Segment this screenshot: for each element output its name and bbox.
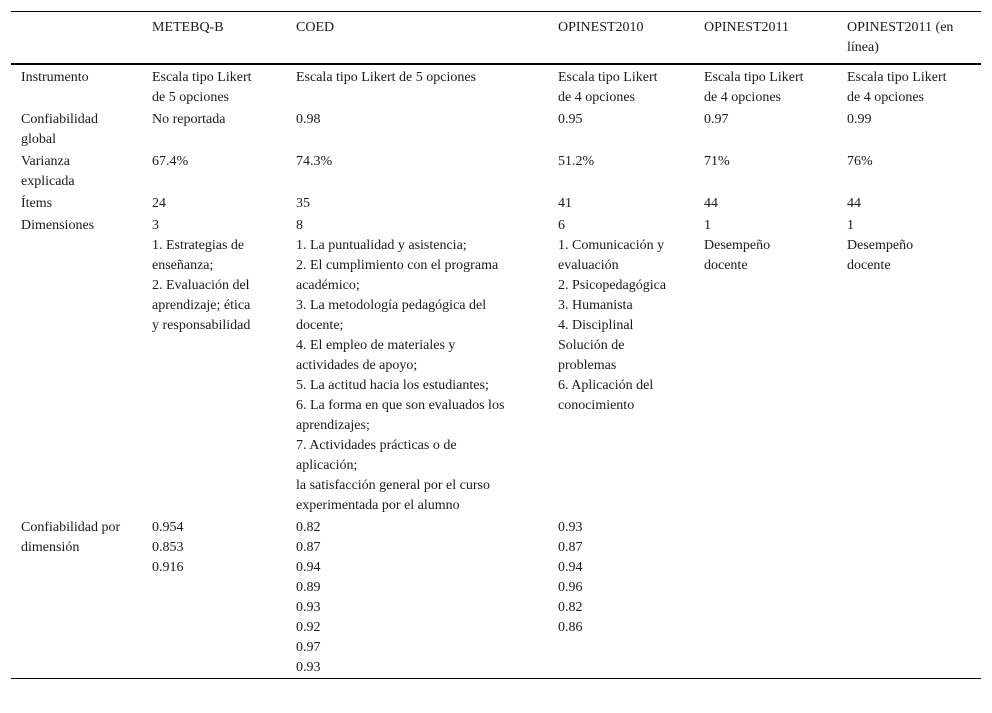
table-cell	[558, 108, 704, 150]
cell-text: 1 Desempeño docente	[847, 218, 914, 273]
table-row	[11, 516, 981, 679]
cell-text: 44	[847, 196, 861, 211]
cell-text: 8 1. La puntualidad y asistencia; 2. El cumplimiento con el programa académico; 3. La metodología pedagógica del docente; 4. El empleo de materiales y actividades de apoyo; 5. La actitud hacia los estudiantes; 6. La forma en que son evaluados los aprendizajes; 7. Actividades prácticas o de aplicación; la satisfacción general por el curso experimentada por el alumno	[296, 218, 505, 513]
table-cell	[847, 516, 981, 679]
cell-text: No reportada	[152, 112, 226, 127]
table-cell	[152, 108, 296, 150]
table-row	[11, 108, 981, 150]
row-label	[11, 516, 152, 679]
cell-text: Escala tipo Likert de 4 opciones	[704, 70, 804, 105]
table-cell	[847, 214, 981, 516]
instruments-comparison-table	[11, 11, 981, 679]
table-cell	[704, 64, 847, 108]
cell-text: 67.4%	[152, 154, 189, 169]
row-label	[11, 150, 152, 192]
row-label-text: Confiabilidad global	[21, 112, 98, 147]
cell-text: 0.95	[558, 112, 583, 127]
cell-text: 1 Desempeño docente	[704, 218, 771, 273]
table-cell	[847, 64, 981, 108]
table-cell	[152, 516, 296, 679]
row-label-text: Instrumento	[21, 70, 89, 85]
table-cell	[704, 192, 847, 214]
cell-text: 24	[152, 196, 166, 211]
header-cell-coed: COED	[296, 20, 335, 35]
table-cell	[847, 150, 981, 192]
table-header	[11, 12, 981, 65]
table-cell	[558, 516, 704, 679]
cell-text: 3 1. Estrategias de enseñanza; 2. Evaluación del aprendizaje; ética y responsabilidad	[152, 218, 251, 333]
cell-text: Escala tipo Likert de 5 opciones	[152, 70, 252, 105]
table-cell	[704, 214, 847, 516]
row-label	[11, 214, 152, 516]
cell-text: 74.3%	[296, 154, 333, 169]
table-cell	[704, 108, 847, 150]
table-cell	[296, 64, 558, 108]
table-cell	[847, 192, 981, 214]
cell-text: 0.954 0.853 0.916	[152, 520, 184, 575]
table-cell	[152, 214, 296, 516]
table-cell	[152, 192, 296, 214]
table-cell	[296, 214, 558, 516]
table-cell	[704, 516, 847, 679]
header-row	[11, 12, 981, 65]
row-label-text: Confiabilidad por dimensión	[21, 520, 121, 555]
row-label-text: Ítems	[21, 196, 53, 211]
table-cell	[296, 150, 558, 192]
cell-text: 76%	[847, 154, 873, 169]
table-body	[11, 64, 981, 679]
cell-text: 0.82 0.87 0.94 0.89 0.93 0.92 0.97 0.93	[296, 520, 321, 675]
comparison-table-container	[11, 11, 981, 679]
table-cell	[296, 108, 558, 150]
table-cell	[296, 192, 558, 214]
row-label	[11, 64, 152, 108]
cell-text: 6 1. Comunicación y evaluación 2. Psicopedagógica 3. Humanista 4. Disciplinal Solución de problemas 6. Aplicación del conocimiento	[558, 218, 667, 413]
table-row	[11, 150, 981, 192]
table-cell	[558, 214, 704, 516]
row-label	[11, 108, 152, 150]
table-row	[11, 192, 981, 214]
row-label-text: Dimensiones	[21, 218, 95, 233]
table-cell	[558, 64, 704, 108]
cell-text: 0.93 0.87 0.94 0.96 0.82 0.86	[558, 520, 583, 635]
table-cell	[296, 516, 558, 679]
table-cell	[847, 108, 981, 150]
cell-text: 41	[558, 196, 572, 211]
table-cell	[152, 64, 296, 108]
header-cell-label	[11, 12, 152, 65]
cell-text: Escala tipo Likert de 4 opciones	[847, 70, 947, 105]
cell-text: 0.98	[296, 112, 321, 127]
table-row	[11, 214, 981, 516]
table-cell	[704, 150, 847, 192]
header-cell-metebq-b: METEBQ-B	[152, 20, 224, 35]
cell-text: 0.99	[847, 112, 872, 127]
cell-text: 44	[704, 196, 718, 211]
header-cell-opinest2011-en-linea: OPINEST2011 (en línea)	[847, 20, 954, 55]
row-label	[11, 192, 152, 214]
table-cell	[558, 150, 704, 192]
cell-text: 51.2%	[558, 154, 595, 169]
cell-text: 0.97	[704, 112, 729, 127]
table-cell	[558, 192, 704, 214]
cell-text: Escala tipo Likert de 5 opciones	[296, 70, 476, 85]
table-row	[11, 64, 981, 108]
row-label-text: Varianza explicada	[21, 154, 75, 189]
cell-text: 71%	[704, 154, 730, 169]
cell-text: 35	[296, 196, 310, 211]
header-cell-opinest2011: OPINEST2011	[704, 20, 790, 35]
cell-text: Escala tipo Likert de 4 opciones	[558, 70, 658, 105]
table-cell	[152, 150, 296, 192]
header-cell-opinest2010: OPINEST2010	[558, 20, 644, 35]
